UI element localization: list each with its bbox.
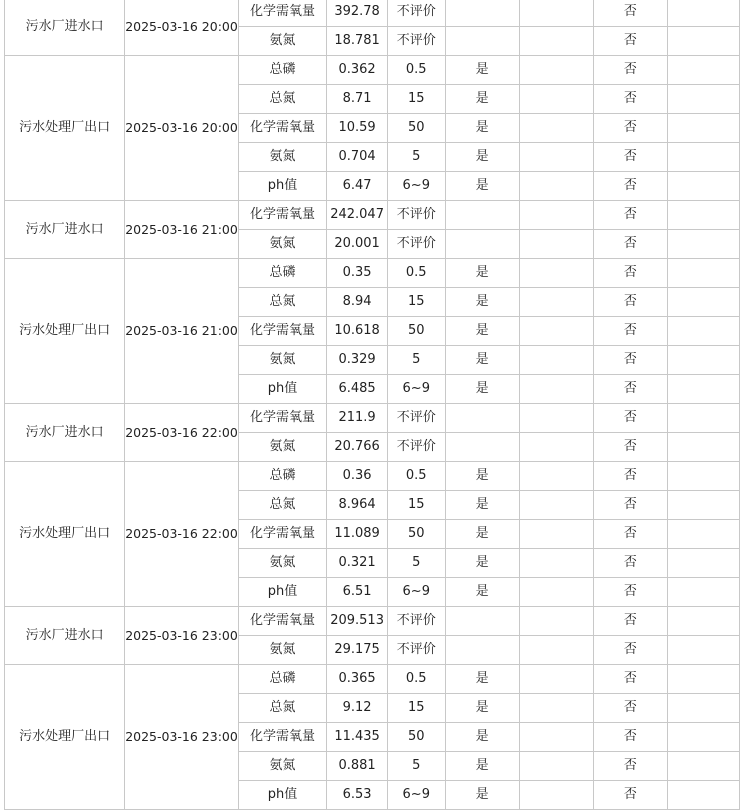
compliant-cell [445,230,519,259]
measured-value-cell: 20.766 [327,433,388,462]
exceed-cell: 否 [593,781,667,810]
empty-cell [519,375,593,404]
site-name-cell: 污水厂进水口 [5,607,125,665]
compliant-cell: 是 [445,462,519,491]
empty-cell [519,694,593,723]
site-name-cell: 污水厂进水口 [5,201,125,259]
indicator-cell: 化学需氧量 [238,317,326,346]
empty-cell [667,781,739,810]
measured-value-cell: 0.365 [327,665,388,694]
standard-limit-cell: 不评价 [388,230,446,259]
measured-value-cell: 10.618 [327,317,388,346]
compliant-cell [445,201,519,230]
measured-value-cell: 6.51 [327,578,388,607]
measured-value-cell: 11.089 [327,520,388,549]
measured-value-cell: 0.321 [327,549,388,578]
empty-cell [519,85,593,114]
exceed-cell: 否 [593,56,667,85]
indicator-cell: 总磷 [238,665,326,694]
empty-cell [519,201,593,230]
empty-cell [519,143,593,172]
empty-cell [667,491,739,520]
indicator-cell: 化学需氧量 [238,607,326,636]
indicator-cell: 总磷 [238,259,326,288]
exceed-cell: 否 [593,288,667,317]
compliant-cell: 是 [445,781,519,810]
empty-cell [667,578,739,607]
standard-limit-cell: 不评价 [388,27,446,56]
indicator-cell: 总磷 [238,462,326,491]
measured-value-cell: 0.329 [327,346,388,375]
empty-cell [667,636,739,665]
empty-cell [667,201,739,230]
measured-value-cell: 0.36 [327,462,388,491]
exceed-cell: 否 [593,85,667,114]
empty-cell [667,27,739,56]
measured-value-cell: 18.781 [327,27,388,56]
standard-limit-cell: 6~9 [388,578,446,607]
empty-cell [519,636,593,665]
measured-value-cell: 209.513 [327,607,388,636]
measured-value-cell: 8.94 [327,288,388,317]
standard-limit-cell: 5 [388,143,446,172]
exceed-cell: 否 [593,317,667,346]
measured-value-cell: 211.9 [327,404,388,433]
empty-cell [519,317,593,346]
measured-value-cell: 8.71 [327,85,388,114]
empty-cell [667,694,739,723]
exceed-cell: 否 [593,433,667,462]
compliant-cell [445,636,519,665]
compliant-cell [445,0,519,27]
compliant-cell: 是 [445,85,519,114]
empty-cell [667,85,739,114]
empty-cell [667,665,739,694]
empty-cell [519,578,593,607]
indicator-cell: 总氮 [238,288,326,317]
standard-limit-cell: 0.5 [388,665,446,694]
compliant-cell [445,433,519,462]
exceed-cell: 否 [593,607,667,636]
compliant-cell: 是 [445,578,519,607]
measured-value-cell: 0.881 [327,752,388,781]
exceed-cell: 否 [593,491,667,520]
compliant-cell: 是 [445,665,519,694]
indicator-cell: 化学需氧量 [238,520,326,549]
standard-limit-cell: 0.5 [388,56,446,85]
indicator-cell: 氨氮 [238,27,326,56]
compliant-cell: 是 [445,694,519,723]
site-name-cell: 污水处理厂出口 [5,665,125,810]
compliant-cell: 是 [445,288,519,317]
site-name-cell: 污水处理厂出口 [5,56,125,201]
empty-cell [667,607,739,636]
indicator-cell: 氨氮 [238,636,326,665]
exceed-cell: 否 [593,0,667,27]
empty-cell [667,317,739,346]
compliant-cell: 是 [445,549,519,578]
empty-cell [667,114,739,143]
standard-limit-cell: 不评价 [388,201,446,230]
standard-limit-cell: 5 [388,752,446,781]
empty-cell [519,462,593,491]
standard-limit-cell: 50 [388,114,446,143]
indicator-cell: 化学需氧量 [238,114,326,143]
sample-time-cell: 2025-03-16 22:00 [125,462,239,607]
compliant-cell: 是 [445,752,519,781]
empty-cell [519,549,593,578]
standard-limit-cell: 15 [388,85,446,114]
exceed-cell: 否 [593,143,667,172]
compliant-cell [445,404,519,433]
indicator-cell: 总氮 [238,491,326,520]
indicator-cell: 氨氮 [238,143,326,172]
exceed-cell: 否 [593,114,667,143]
indicator-cell: 化学需氧量 [238,723,326,752]
table-row [5,665,740,694]
indicator-cell: ph值 [238,172,326,201]
compliant-cell: 是 [445,346,519,375]
exceed-cell: 否 [593,375,667,404]
empty-cell [667,172,739,201]
standard-limit-cell: 5 [388,549,446,578]
empty-cell [667,143,739,172]
empty-cell [667,520,739,549]
measured-value-cell: 392.78 [327,0,388,27]
empty-cell [519,346,593,375]
compliant-cell [445,607,519,636]
exceed-cell: 否 [593,694,667,723]
table-row [5,462,740,491]
empty-cell [667,288,739,317]
sample-time-cell: 2025-03-16 21:00 [125,259,239,404]
empty-cell [519,404,593,433]
indicator-cell: 总氮 [238,694,326,723]
exceed-cell: 否 [593,723,667,752]
indicator-cell: 氨氮 [238,346,326,375]
standard-limit-cell: 不评价 [388,0,446,27]
site-name-cell: 污水厂进水口 [5,0,125,56]
standard-limit-cell: 50 [388,723,446,752]
table-body [5,0,740,810]
table-row [5,56,740,85]
compliant-cell [445,27,519,56]
empty-cell [519,491,593,520]
compliant-cell: 是 [445,375,519,404]
indicator-cell: ph值 [238,781,326,810]
empty-cell [667,752,739,781]
empty-cell [667,375,739,404]
compliant-cell: 是 [445,520,519,549]
empty-cell [519,520,593,549]
measured-value-cell: 9.12 [327,694,388,723]
sample-time-cell: 2025-03-16 20:00 [125,0,239,56]
measured-value-cell: 6.485 [327,375,388,404]
empty-cell [667,259,739,288]
empty-cell [667,404,739,433]
indicator-cell: 化学需氧量 [238,0,326,27]
empty-cell [667,0,739,27]
table-row [5,259,740,288]
exceed-cell: 否 [593,404,667,433]
standard-limit-cell: 不评价 [388,607,446,636]
table-row [5,201,740,230]
table-row [5,607,740,636]
standard-limit-cell: 不评价 [388,404,446,433]
empty-cell [519,752,593,781]
measured-value-cell: 6.53 [327,781,388,810]
indicator-cell: 氨氮 [238,752,326,781]
exceed-cell: 否 [593,578,667,607]
indicator-cell: 化学需氧量 [238,404,326,433]
standard-limit-cell: 6~9 [388,172,446,201]
empty-cell [519,114,593,143]
site-name-cell: 污水处理厂出口 [5,462,125,607]
exceed-cell: 否 [593,346,667,375]
exceed-cell: 否 [593,27,667,56]
indicator-cell: 氨氮 [238,433,326,462]
standard-limit-cell: 6~9 [388,781,446,810]
empty-cell [667,56,739,85]
measured-value-cell: 29.175 [327,636,388,665]
standard-limit-cell: 50 [388,520,446,549]
empty-cell [667,433,739,462]
compliant-cell: 是 [445,723,519,752]
empty-cell [519,288,593,317]
empty-cell [667,346,739,375]
standard-limit-cell: 15 [388,288,446,317]
measured-value-cell: 0.704 [327,143,388,172]
sample-time-cell: 2025-03-16 20:00 [125,56,239,201]
exceed-cell: 否 [593,549,667,578]
empty-cell [519,259,593,288]
exceed-cell: 否 [593,201,667,230]
standard-limit-cell: 5 [388,346,446,375]
compliant-cell: 是 [445,259,519,288]
compliant-cell: 是 [445,56,519,85]
measured-value-cell: 11.435 [327,723,388,752]
sample-time-cell: 2025-03-16 23:00 [125,665,239,810]
indicator-cell: 氨氮 [238,549,326,578]
standard-limit-cell: 0.5 [388,462,446,491]
measured-value-cell: 10.59 [327,114,388,143]
measured-value-cell: 0.35 [327,259,388,288]
empty-cell [667,549,739,578]
standard-limit-cell: 50 [388,317,446,346]
empty-cell [519,723,593,752]
compliant-cell: 是 [445,143,519,172]
exceed-cell: 否 [593,636,667,665]
site-name-cell: 污水厂进水口 [5,404,125,462]
compliant-cell: 是 [445,172,519,201]
monitoring-data-table [4,0,740,810]
standard-limit-cell: 0.5 [388,259,446,288]
table-row [5,0,740,27]
empty-cell [519,27,593,56]
standard-limit-cell: 不评价 [388,636,446,665]
empty-cell [519,781,593,810]
indicator-cell: ph值 [238,578,326,607]
empty-cell [667,462,739,491]
measured-value-cell: 0.362 [327,56,388,85]
exceed-cell: 否 [593,259,667,288]
compliant-cell: 是 [445,491,519,520]
sample-time-cell: 2025-03-16 22:00 [125,404,239,462]
measured-value-cell: 6.47 [327,172,388,201]
compliant-cell: 是 [445,114,519,143]
empty-cell [519,607,593,636]
compliant-cell: 是 [445,317,519,346]
standard-limit-cell: 15 [388,491,446,520]
table-row [5,404,740,433]
indicator-cell: 氨氮 [238,230,326,259]
empty-cell [519,433,593,462]
empty-cell [519,0,593,27]
exceed-cell: 否 [593,462,667,491]
indicator-cell: 总磷 [238,56,326,85]
sample-time-cell: 2025-03-16 21:00 [125,201,239,259]
measured-value-cell: 20.001 [327,230,388,259]
exceed-cell: 否 [593,520,667,549]
empty-cell [519,230,593,259]
indicator-cell: ph值 [238,375,326,404]
measured-value-cell: 8.964 [327,491,388,520]
empty-cell [519,56,593,85]
standard-limit-cell: 6~9 [388,375,446,404]
standard-limit-cell: 15 [388,694,446,723]
empty-cell [667,230,739,259]
empty-cell [519,172,593,201]
empty-cell [519,665,593,694]
exceed-cell: 否 [593,230,667,259]
exceed-cell: 否 [593,752,667,781]
empty-cell [667,723,739,752]
standard-limit-cell: 不评价 [388,433,446,462]
site-name-cell: 污水处理厂出口 [5,259,125,404]
indicator-cell: 化学需氧量 [238,201,326,230]
sample-time-cell: 2025-03-16 23:00 [125,607,239,665]
exceed-cell: 否 [593,172,667,201]
measured-value-cell: 242.047 [327,201,388,230]
indicator-cell: 总氮 [238,85,326,114]
exceed-cell: 否 [593,665,667,694]
